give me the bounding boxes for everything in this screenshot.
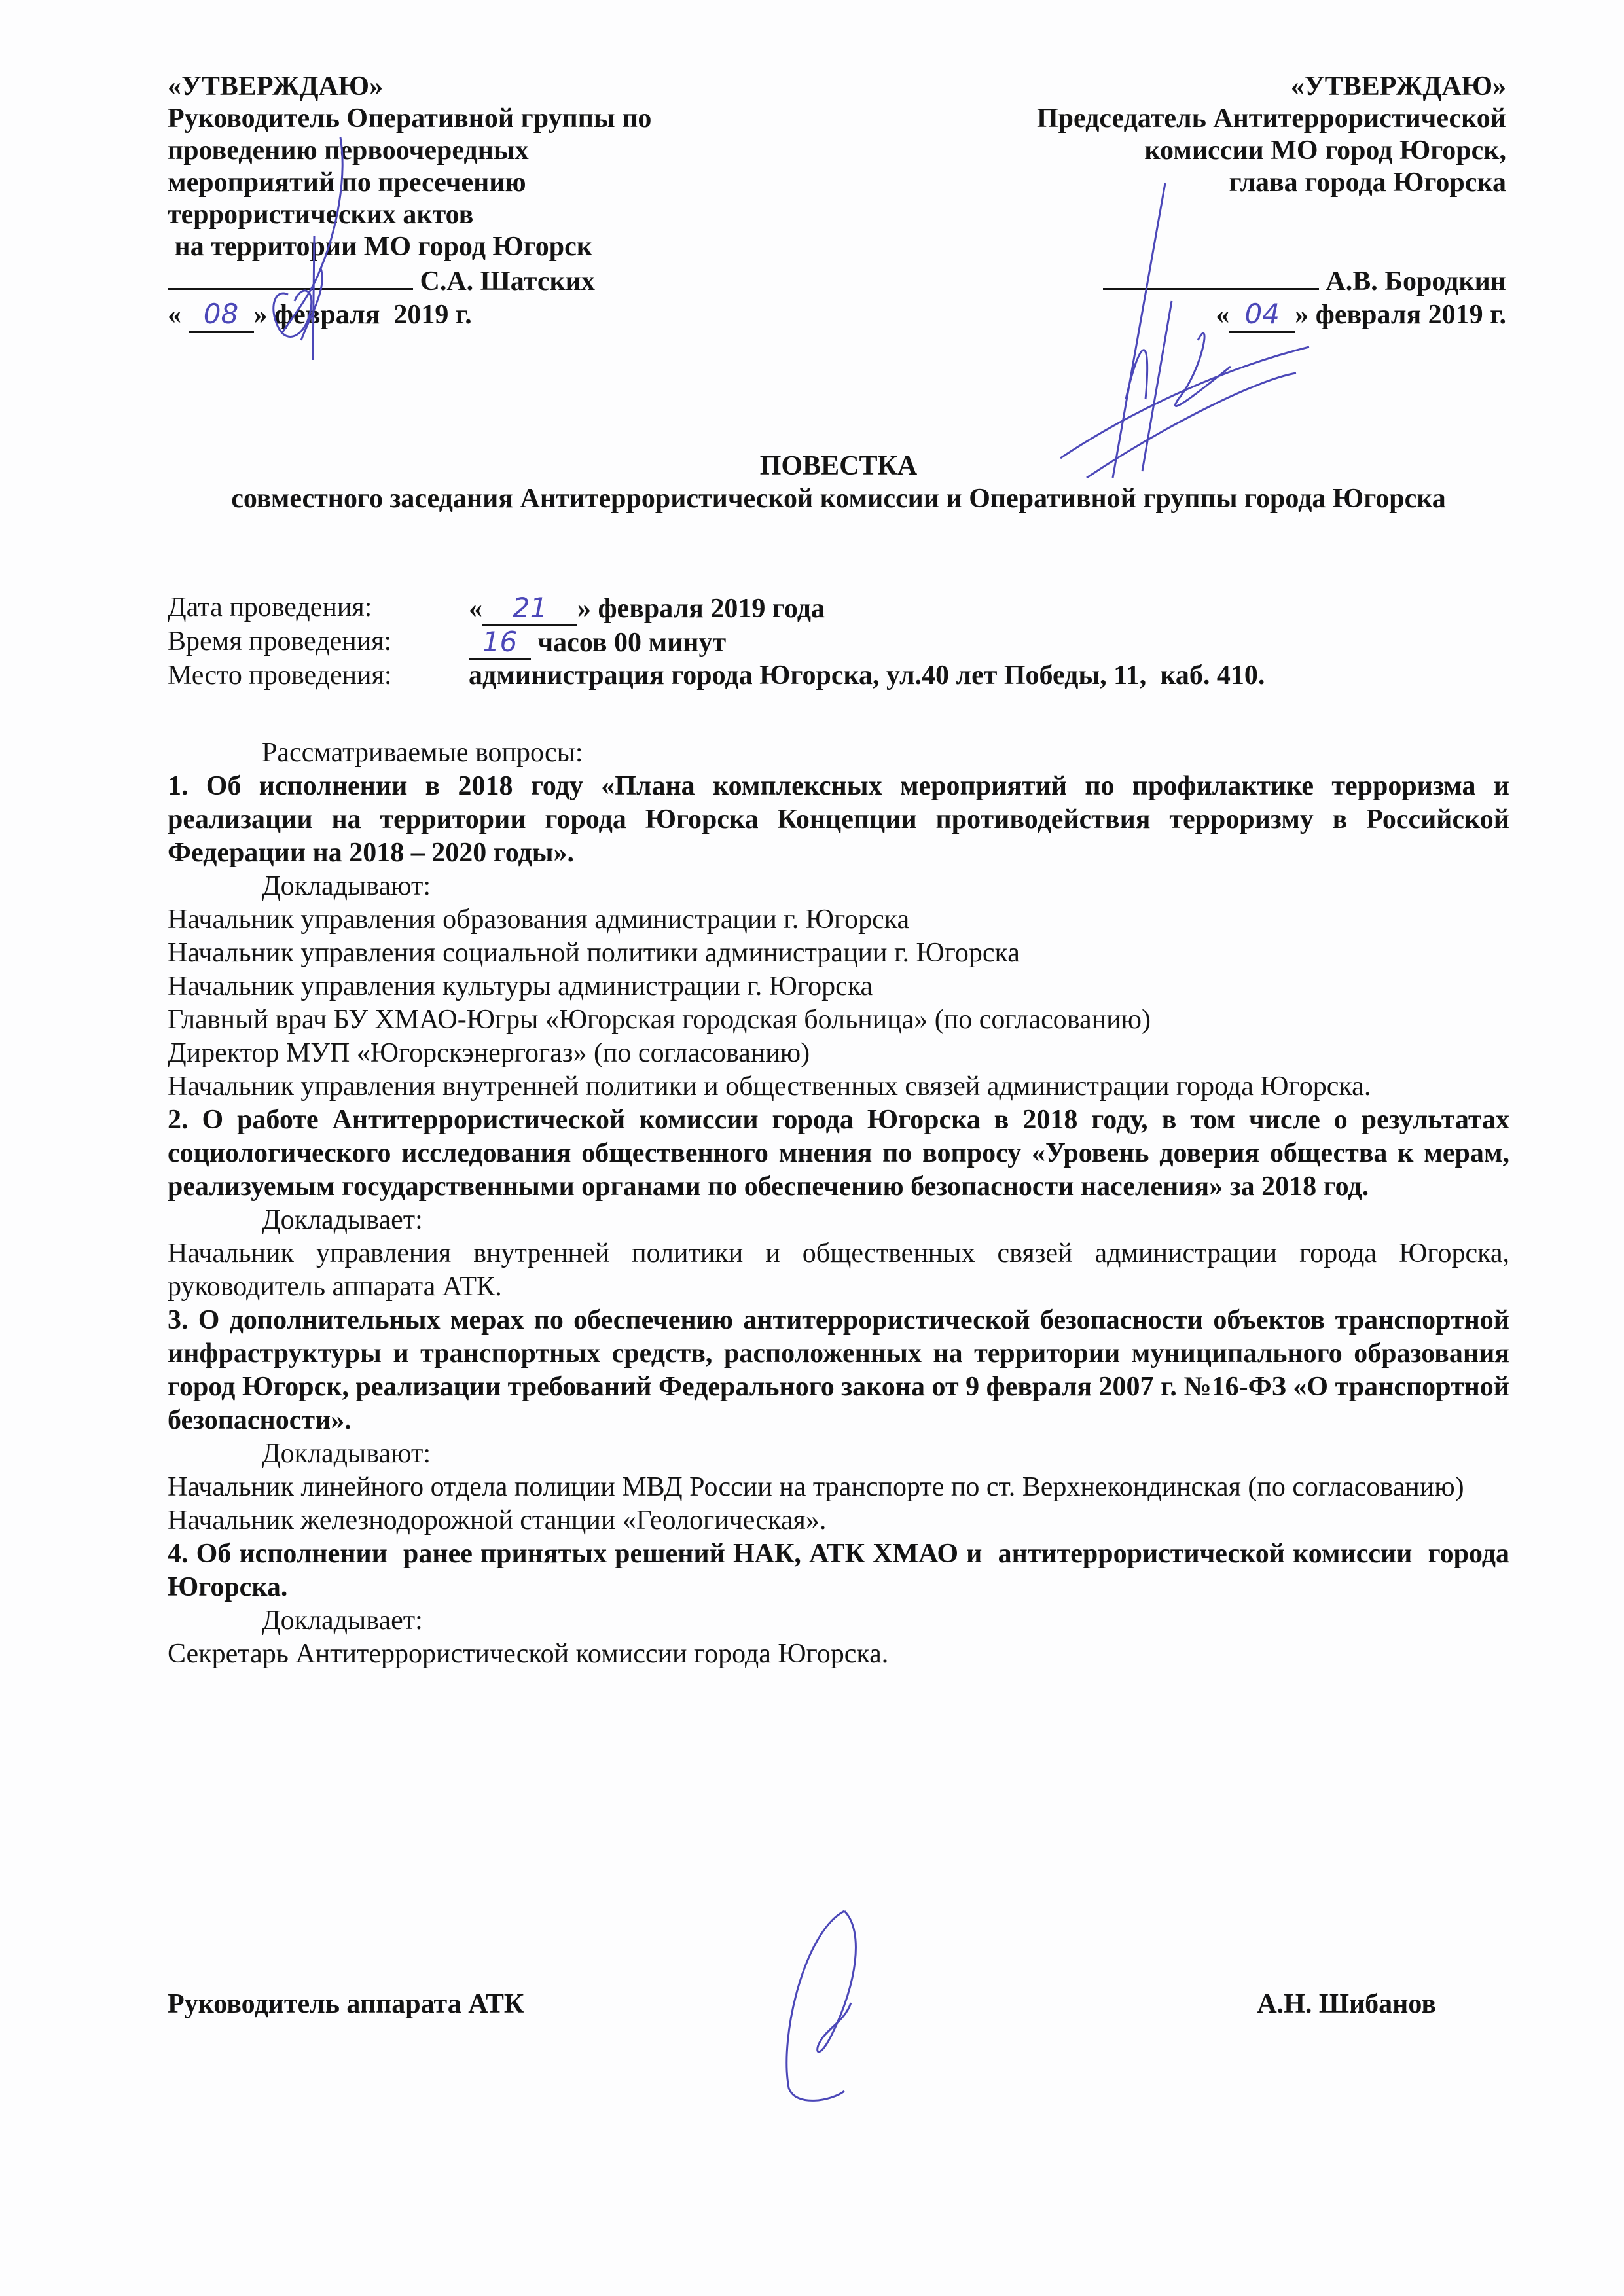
- date-rest: » февраля 2019 года: [577, 594, 825, 624]
- approval-line: Председатель Антитеррористической: [1036, 103, 1506, 134]
- speakers-label: Докладывает:: [262, 1205, 423, 1235]
- meeting-time-row: [168, 626, 1509, 660]
- speaker: Директор МУП «Югорскэнергогаз» (по согласованию): [168, 1038, 810, 1068]
- approval-line: проведению первоочередных: [168, 135, 529, 166]
- date-day-field: [1229, 298, 1295, 333]
- date-label: Дата проведения:: [168, 592, 372, 622]
- approval-date: [168, 298, 822, 333]
- signature-line: [1103, 263, 1319, 290]
- approval-line: мероприятий по пресечению: [168, 168, 526, 198]
- date-value: [469, 592, 825, 626]
- handwritten-hour: 16: [482, 626, 518, 658]
- speakers-label: Докладывают:: [262, 1439, 431, 1469]
- speakers-label: Докладывают:: [262, 871, 431, 901]
- time-label: Время проведения:: [168, 626, 392, 656]
- approval-heading: «УТВЕРЖДАЮ»: [1290, 71, 1506, 101]
- document-title: [168, 450, 1509, 515]
- signatory-name: С.А. Шатских: [420, 266, 595, 296]
- speaker: Начальник линейного отдела полиции МВД России на транспорте по ст. Верхнекондинская (по согласованию): [168, 1472, 1464, 1502]
- footer-signature: [168, 1988, 1509, 2020]
- date-quote-open: «: [1216, 300, 1230, 330]
- agenda-item-title: 1. Об исполнении в 2018 году «Плана комплексных мероприятий по профилактике терроризма и реализации на территории города Югорска Концепции противодействия терроризму в Российской Федерации на 2018 – 2020 годы».: [168, 771, 1509, 868]
- handwritten-day: 21: [512, 592, 548, 624]
- date-rest: » февраля 2019 г.: [253, 300, 472, 330]
- meeting-details: [168, 592, 1509, 691]
- footer-position: Руководитель аппарата АТК: [168, 1989, 524, 2019]
- handwritten-day: 04: [1244, 298, 1280, 330]
- speaker: Начальник управления внутренней политики и общественных связей администрации города Югорска.: [168, 1071, 1371, 1102]
- date-rest: » февраля 2019 г.: [1295, 300, 1506, 330]
- date-quote-open: «: [469, 594, 482, 624]
- agenda-item-title: 2. О работе Антитеррористической комиссии города Югорска в 2018 году, в том числе о результатах социологического исследования общественного мнения по вопросу «Уровень доверия общества к мерам, реализуемым государственными органами по обеспечению безопасности населения» за 2018 год.: [168, 1105, 1509, 1202]
- title-main: ПОВЕСТКА: [759, 451, 918, 481]
- agenda-item-title: 4. Об исполнении ранее принятых решений НАК, АТК ХМАО и антитеррористической комиссии города Югорска.: [168, 1539, 1517, 1602]
- time-value: [469, 626, 726, 660]
- signature-row: [786, 263, 1506, 298]
- title-subtitle: совместного заседания Антитеррористической комиссии и Оперативной группы города Югорска: [231, 484, 1446, 514]
- spacer: [786, 199, 1506, 263]
- meeting-place-row: [168, 660, 1509, 691]
- approval-date: [786, 298, 1506, 333]
- approval-line: террористических актов: [168, 200, 474, 230]
- time-hour-field: [469, 626, 531, 660]
- approval-block-left: [168, 71, 822, 333]
- approval-block-right: [786, 71, 1506, 333]
- agenda-item-title: 3. О дополнительных мерах по обеспечению антитеррористической безопасности объектов транспортной инфраструктуры и транспортных средств, расположенных на территории муниципального образования город Югорск, реализации требований Федерального закона от 9 февраля 2007 г. №16-ФЗ «О транспортной безопасности».: [168, 1305, 1509, 1435]
- speaker: Секретарь Антитеррористической комиссии города Югорска.: [168, 1639, 889, 1669]
- approval-heading: «УТВЕРЖДАЮ»: [168, 71, 384, 101]
- speaker: Главный врач БУ ХМАО-Югры «Югорская городская больница» (по согласованию): [168, 1005, 1151, 1035]
- meeting-date-row: [168, 592, 1509, 626]
- signature-line: [168, 263, 413, 290]
- speaker: Начальник управления образования администрации г. Югорска: [168, 905, 910, 935]
- approval-line: Руководитель Оперативной группы по: [168, 103, 652, 134]
- date-quote-open: «: [168, 300, 189, 330]
- signature-row: [168, 263, 822, 298]
- approval-line: глава города Югорска: [1229, 168, 1506, 198]
- date-day-field: [189, 298, 254, 333]
- speakers-label: Докладывает:: [262, 1605, 423, 1636]
- agenda: [168, 736, 1517, 1671]
- speaker: Начальник железнодорожной станции «Геологическая».: [168, 1505, 827, 1535]
- approval-line: комиссии МО город Югорск,: [1144, 135, 1506, 166]
- approval-line: на территории МО город Югорск: [168, 232, 592, 262]
- speaker: Начальник управления культуры администрации г. Югорска: [168, 971, 873, 1001]
- footer-name: А.Н. Шибанов: [1257, 1989, 1436, 2019]
- place-label: Место проведения:: [168, 660, 392, 691]
- time-rest: часов 00 минут: [531, 628, 727, 658]
- speaker: Начальник управления социальной политики администрации г. Югорска: [168, 938, 1020, 968]
- date-day-field: [482, 592, 577, 626]
- handwritten-day: 08: [203, 298, 239, 330]
- place-value: администрация города Югорска, ул.40 лет Победы, 11, каб. 410.: [469, 660, 1265, 691]
- signatory-name: А.В. Бородкин: [1326, 266, 1506, 296]
- speaker: Начальник управления внутренней политики и общественных связей администрации города Югорска, руководитель аппарата АТК.: [168, 1238, 1509, 1302]
- agenda-intro: Рассматриваемые вопросы:: [262, 738, 583, 768]
